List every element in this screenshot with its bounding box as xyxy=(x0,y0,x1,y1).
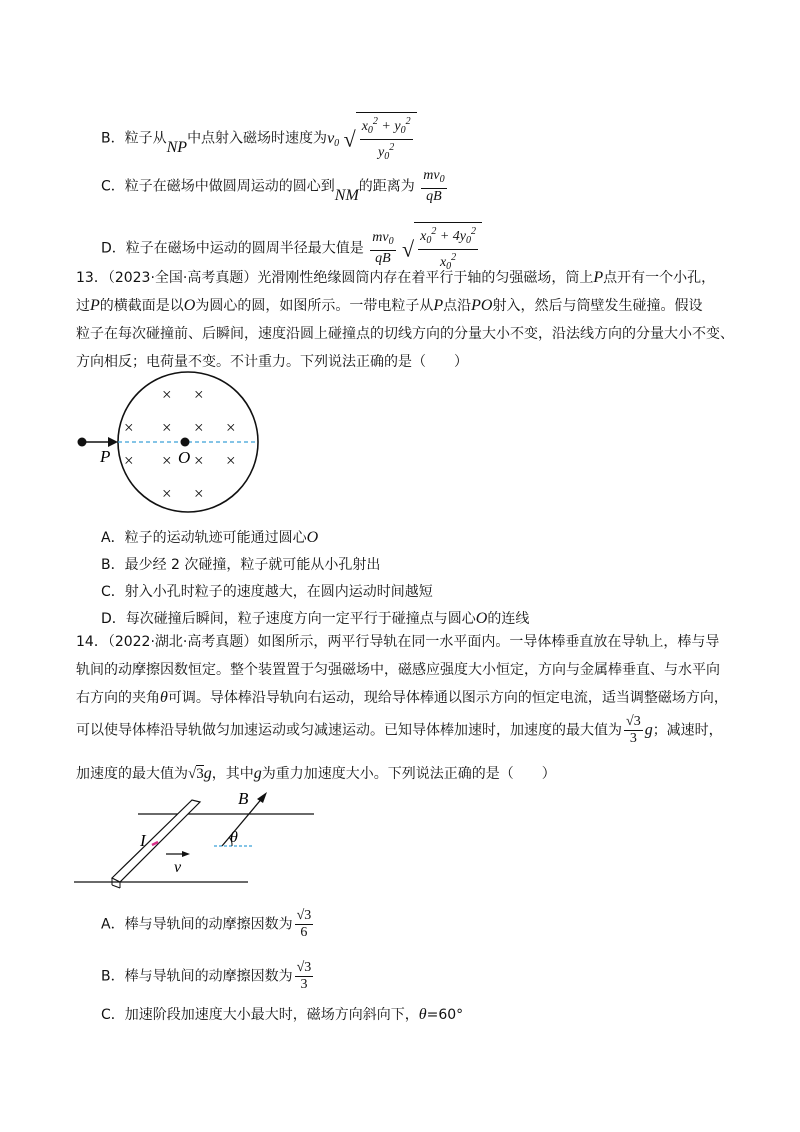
label-b: B xyxy=(238,792,249,808)
q12-option-d-text: D．粒子在磁场中运动的圆周半径最大值是 xyxy=(101,240,364,257)
label-v: v xyxy=(174,859,182,876)
conductor-rod xyxy=(112,800,200,882)
q14-option-a: A．棒与导轨间的动摩擦因数为 $\frac{√3}{6}$ xyxy=(101,908,312,940)
question-source: （2023·全国·高考真题） xyxy=(107,270,258,286)
arrow-head xyxy=(108,437,118,447)
q14-option-b: B．棒与导轨间的动摩擦因数为 $\frac{√3}{3}$ xyxy=(101,960,312,992)
cross-mark: × xyxy=(124,418,134,437)
question-number: 14． xyxy=(76,634,108,650)
q14-line1: 14．（2022·湖北·高考真题）如图所示，两平行导轨在同一水平面内。一导体棒垂直放在导轨上，棒与导 xyxy=(76,634,720,650)
cross-mark: × xyxy=(124,451,134,470)
cross-mark: × xyxy=(162,484,172,503)
cross-mark: × xyxy=(162,418,172,437)
q12-option-c-text: C．粒子在磁场中做圆周运动的圆心到 xyxy=(101,178,335,195)
fraction-mv0-qb: $\frac{mv_0}{qB}$ xyxy=(423,168,445,204)
segment-nm: NM xyxy=(334,186,359,204)
cross-mark: × xyxy=(194,451,204,470)
q13-option-a: A．粒子的运动轨迹可能通过圆心O xyxy=(101,529,319,546)
q13-line2: 过P的横截面是以O为圆心的圆，如图所示。一带电粒子从P点沿PO射入，然后与筒壁发生碰撞。假设 xyxy=(76,297,703,314)
q14-stem xyxy=(76,628,728,712)
sqrt-expression: √ $\frac{x_0^2 + y_0^2}{y_0^2}$ xyxy=(344,112,417,165)
question-source: （2022·湖北·高考真题） xyxy=(107,634,258,650)
fraction-sqrt3-over-3: $\frac{√3}{3}$ xyxy=(626,714,641,746)
fraction-mv0-qb: $\frac{mv_0}{qB}$ xyxy=(372,230,394,266)
q14-line2: 轨间的动摩擦因数恒定。整个装置置于匀强磁场中，磁感应强度大小恒定，方向与金属棒垂直、与水平向 xyxy=(76,662,720,678)
q14-line3: 右方向的夹角θ可调。导体棒沿导轨向右运动，现给导体棒通以图示方向的恒定电流，适当调整磁场方向， xyxy=(76,689,728,706)
label-i: I xyxy=(140,831,146,850)
q12-option-c xyxy=(101,168,449,205)
cross-mark: × xyxy=(226,451,236,470)
sqrt-expression: √ $\frac{x_0^2 + 4y_0^2}{x_0^2}$ xyxy=(402,222,482,275)
q14-line5: 加速度的最大值为√3g，其中g为重力加速度大小。下列说法正确的是（ ） xyxy=(76,765,556,782)
q13-line1: 13．（2023·全国·高考真题）光滑刚性绝缘圆筒内存在着平行于轴的匀强磁场，筒上P点开有一个小孔， xyxy=(76,269,716,286)
q13-option-c: C．射入小孔时粒子的速度越大，在圆内运动时间越短 xyxy=(101,584,433,600)
q13-line3: 粒子在每次碰撞前、后瞬间，速度沿圆上碰撞点的切线方向的分量大小不变，沿法线方向的分量大小不变、 xyxy=(76,326,734,342)
cross-mark: × xyxy=(194,385,204,404)
cross-mark: × xyxy=(194,418,204,437)
v0-symbol: $v_0$ xyxy=(327,129,340,149)
q14-option-c: C．加速阶段加速度大小最大时，磁场方向斜向下，θ=60° xyxy=(101,1006,464,1023)
q12-option-c-text2: 的距离为 xyxy=(358,178,415,195)
label-p: P xyxy=(100,447,111,466)
particle-dot xyxy=(78,438,87,447)
q12-option-b-text: B．粒子从 xyxy=(101,130,167,147)
label-theta: θ xyxy=(230,829,238,846)
field-crosses xyxy=(124,385,236,503)
cross-mark: × xyxy=(162,451,172,470)
cross-mark: × xyxy=(226,418,236,437)
segment-np: NP xyxy=(166,138,188,156)
conductor-rod-edge xyxy=(112,885,120,888)
q12-option-b xyxy=(101,112,417,165)
cross-mark: × xyxy=(162,385,172,404)
label-o: O xyxy=(178,448,191,467)
q13-line4: 方向相反；电荷量不变。不计重力。下列说法正确的是（ ） xyxy=(76,354,468,370)
q14-figure xyxy=(70,792,330,896)
q13-option-d: D．每次碰撞后瞬间，粒子速度方向一定平行于碰撞点与圆心O的连线 xyxy=(101,610,530,627)
field-arrow-head xyxy=(257,792,267,803)
question-number: 13． xyxy=(76,270,108,286)
q12-option-b-text2: 中点射入磁场时速度为 xyxy=(187,130,328,147)
q13-stem xyxy=(76,264,734,376)
center-dot xyxy=(181,438,190,447)
fraction-sqrt3-over-6: $\frac{√3}{6}$ xyxy=(296,908,312,940)
cross-mark: × xyxy=(194,484,204,503)
fraction-sqrt3-over-3: $\frac{√3}{3}$ xyxy=(296,960,312,992)
velocity-arrow-head xyxy=(182,851,190,857)
q13-figure xyxy=(70,370,270,520)
q14-line4: 可以使导体棒沿导轨做匀加速运动或匀减速运动。已知导体棒加速时，加速度的最大值为 $\frac{√3}{3}$ g；减速时， xyxy=(76,714,723,746)
q13-option-b: B．最少经 2 次碰撞，粒子就可能从小孔射出 xyxy=(101,557,381,573)
